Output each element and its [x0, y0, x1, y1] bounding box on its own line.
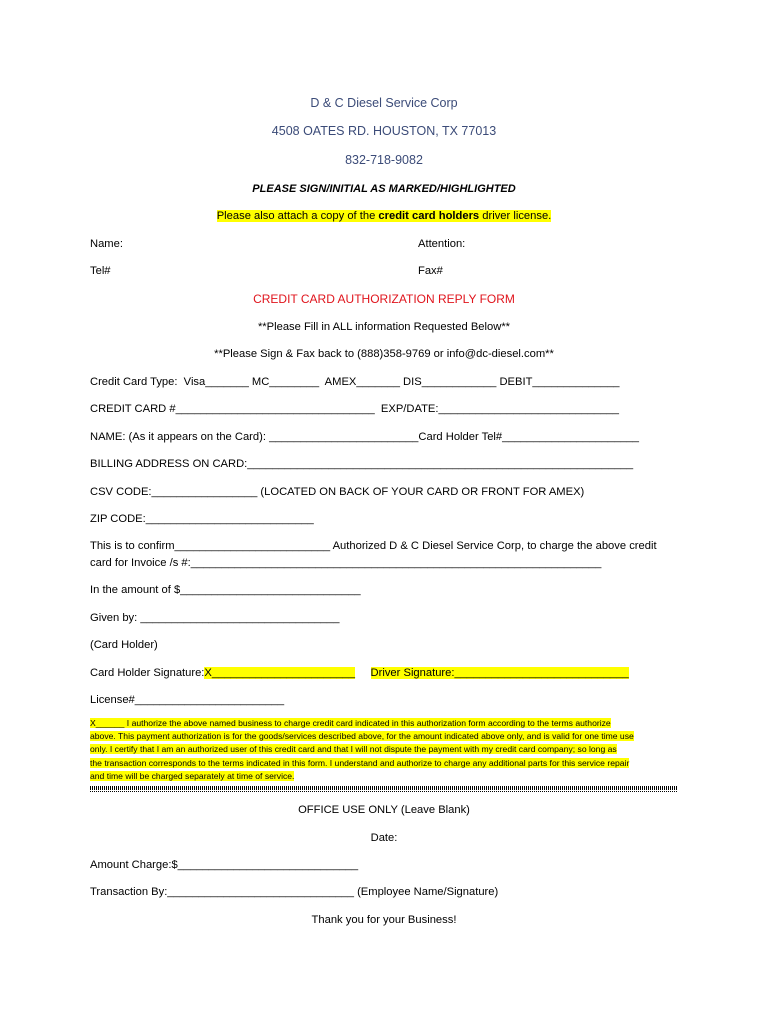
disclaimer-line: X______ I authorize the above named business to charge credit card indicated in this authorization form according to the terms authorize	[90, 718, 611, 728]
license-field[interactable]: License#________________________	[90, 694, 285, 706]
fax-label: Fax#	[418, 265, 443, 277]
card-number-field[interactable]: CREDIT CARD #________________________________ EXP/DATE:_____________________________	[90, 403, 619, 415]
company-address: 4508 OATES RD. HOUSTON, TX 77013	[271, 124, 497, 138]
disclaimer-line: and time will be charged separately at time of service.	[90, 770, 295, 781]
name-label: Name:	[90, 238, 123, 250]
company-name: D & C Diesel Service Corp	[310, 96, 458, 110]
card-type-field[interactable]: Credit Card Type: Visa_______ MC________ AMEX_______ DIS____________ DEBIT______________	[90, 376, 620, 388]
sign-notice: PLEASE SIGN/INITIAL AS MARKED/HIGHLIGHTED	[252, 183, 516, 195]
signature-row	[90, 666, 629, 680]
divider-line	[90, 786, 678, 790]
attach-notice-highlight	[217, 210, 552, 222]
authorization-disclaimer	[90, 717, 680, 783]
fill-instruction: **Please Fill in ALL information Requested Below**	[257, 321, 511, 333]
office-date-label: Date:	[370, 832, 398, 844]
attention-label: Attention:	[418, 238, 466, 250]
confirm-line-1[interactable]: This is to confirm_________________________ Authorized D & C Diesel Service Corp, to charge the above credit	[90, 540, 657, 552]
transaction-by-field[interactable]: Transaction By:______________________________ (Employee Name/Signature)	[90, 886, 499, 898]
name-on-card-field[interactable]: NAME: (As it appears on the Card): ________________________Card Holder Tel#______________________	[90, 431, 640, 443]
amount-field[interactable]: In the amount of $_____________________________	[90, 584, 361, 596]
attach-notice	[0, 209, 768, 223]
divider-line	[90, 791, 678, 792]
confirm-line-2[interactable]: card for Invoice /s #:__________________________________________________________________	[90, 557, 602, 569]
attach-notice-bold: credit card holders	[378, 210, 480, 222]
form-title: CREDIT CARD AUTHORIZATION REPLY FORM	[253, 292, 515, 306]
disclaimer-line: only. I certify that I am an authorized user of this credit card and that I will not dispute the payment with my credit card company; so long as	[90, 744, 617, 755]
attach-notice-post: driver license.	[479, 210, 552, 222]
amount-charge-field[interactable]: Amount Charge:$_____________________________	[90, 859, 359, 871]
driver-signature-field[interactable]: Driver Signature:____________________________	[370, 667, 629, 679]
fax-instruction: **Please Sign & Fax back to (888)358-9769 or info@dc-diesel.com**	[214, 348, 554, 360]
card-holder-signature-field[interactable]: X_______________________	[204, 667, 355, 679]
thank-you-note: Thank you for your Business!	[311, 914, 457, 926]
company-phone: 832-718-9082	[345, 153, 423, 167]
tel-label: Tel#	[90, 265, 111, 277]
csv-code-field[interactable]: CSV CODE:_________________ (LOCATED ON BACK OF YOUR CARD OR FRONT FOR AMEX)	[90, 486, 585, 498]
zip-code-field[interactable]: ZIP CODE:___________________________	[90, 513, 314, 525]
given-by-field[interactable]: Given by: ________________________________	[90, 612, 340, 624]
billing-address-field[interactable]: BILLING ADDRESS ON CARD:______________________________________________________________	[90, 458, 634, 470]
attach-notice-pre: Please also attach a copy of the	[216, 210, 379, 222]
office-use-title: OFFICE USE ONLY (Leave Blank)	[298, 804, 470, 816]
disclaimer-line: above. This payment authorization is for the goods/services described above, for the amount indicated above only, and is valid for one time use	[90, 731, 634, 742]
disclaimer-line: the transaction corresponds to the terms indicated in this form. I understand and authorize to charge any additional parts for this service repair	[90, 757, 630, 768]
card-holder-label: (Card Holder)	[90, 639, 158, 651]
signature-label: Card Holder Signature:	[90, 667, 205, 679]
